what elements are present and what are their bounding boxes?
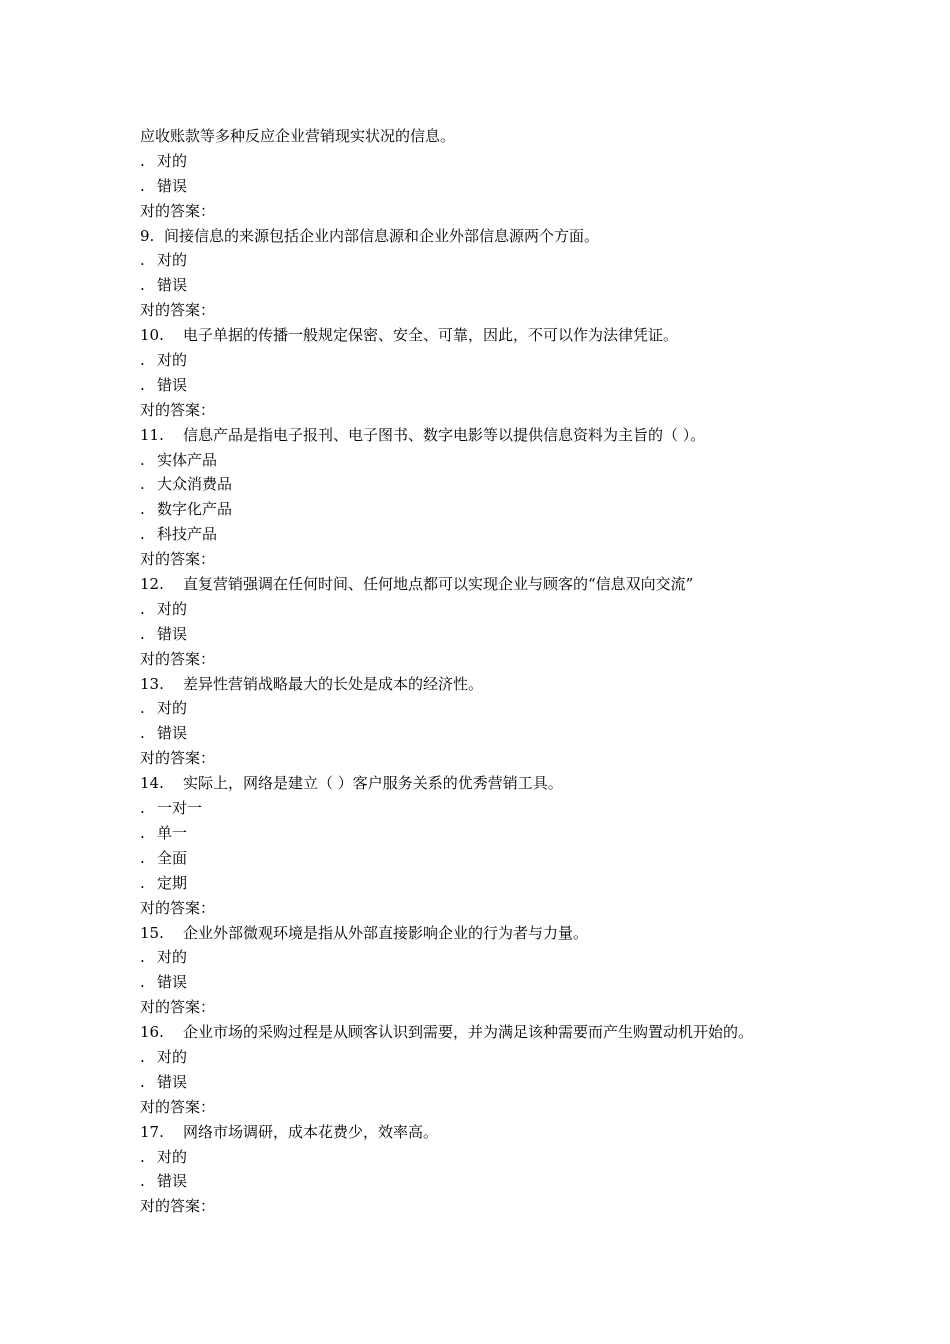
option-text: 错误 <box>157 375 188 394</box>
option-marker: . <box>140 1072 145 1091</box>
answer-option <box>140 622 860 647</box>
question-number: 11. <box>140 425 164 444</box>
answer-option <box>140 721 860 746</box>
answer-option <box>140 597 860 622</box>
answer-option <box>140 846 860 871</box>
option-text: 实体产品 <box>157 450 218 469</box>
answer-option <box>140 348 860 373</box>
question-line <box>140 1120 860 1145</box>
question-line <box>140 572 860 597</box>
answer-option <box>140 248 860 273</box>
option-marker: . <box>140 724 145 743</box>
lead-text: 应收账款等多种反应企业营销现实状况的信息。 <box>140 127 456 145</box>
option-text: 对的 <box>157 1047 188 1066</box>
question-line <box>140 323 860 348</box>
question-text: 电子单据的传播一般规定保密、安全、可靠，因此，不可以作为法律凭证。 <box>183 326 679 345</box>
answer-option <box>140 1045 860 1070</box>
correct-answer-label: 对的答案： <box>140 998 216 1017</box>
option-text: 对的 <box>157 351 188 370</box>
option-text: 错误 <box>157 1072 188 1091</box>
answer-option <box>140 149 860 174</box>
question-line <box>140 672 860 697</box>
question-line <box>140 1020 860 1045</box>
question-line <box>140 423 860 448</box>
question-text: 间接信息的来源包括企业内部信息源和企业外部信息源两个方面。 <box>164 226 600 245</box>
answer-option <box>140 1070 860 1095</box>
option-marker: . <box>140 1147 145 1166</box>
option-marker: . <box>140 176 145 195</box>
question-text: 差异性营销战略最大的长处是成本的经济性。 <box>183 674 484 693</box>
option-marker: . <box>140 500 145 519</box>
correct-answer-label: 对的答案： <box>140 649 216 668</box>
correct-answer-label: 对的答案： <box>140 550 216 569</box>
answer-option <box>140 174 860 199</box>
option-text: 错误 <box>157 276 188 295</box>
answer-option <box>140 373 860 398</box>
option-text: 单一 <box>157 823 188 842</box>
option-marker: . <box>140 525 145 544</box>
question-text: 企业外部微观环境是指从外部直接影响企业的行为者与力量。 <box>183 923 589 942</box>
option-text: 对的 <box>157 151 188 170</box>
option-text: 全面 <box>157 848 188 867</box>
question-number: 13. <box>140 674 164 693</box>
answer-option <box>140 273 860 298</box>
option-marker: . <box>140 251 145 270</box>
option-text: 错误 <box>157 1172 188 1191</box>
option-text: 数字化产品 <box>157 500 233 519</box>
option-text: 对的 <box>157 1147 188 1166</box>
option-text: 一对一 <box>157 799 203 818</box>
option-text: 定期 <box>157 873 188 892</box>
correct-answer-label: 对的答案： <box>140 400 216 419</box>
answer-option <box>140 871 860 896</box>
option-text: 错误 <box>157 973 188 992</box>
answer-option <box>140 696 860 721</box>
correct-answer-label: 对的答案： <box>140 201 216 220</box>
option-marker: . <box>140 1172 145 1191</box>
option-text: 对的 <box>157 599 188 618</box>
correct-answer-label: 对的答案： <box>140 1197 216 1216</box>
question-number: 15. <box>140 923 164 942</box>
question-text: 实际上，网络是建立（ ）客户服务关系的优秀营销工具。 <box>183 774 563 793</box>
option-marker: . <box>140 823 145 842</box>
correct-answer-label: 对的答案： <box>140 898 216 917</box>
option-text: 大众消费品 <box>157 475 233 494</box>
option-marker: . <box>140 276 145 295</box>
correct-answer-label: 对的答案： <box>140 1097 216 1116</box>
question-number: 10. <box>140 326 164 345</box>
question-line <box>140 771 860 796</box>
option-marker: . <box>140 1047 145 1066</box>
answer-option <box>140 1145 860 1170</box>
answer-option <box>140 945 860 970</box>
answer-option <box>140 1169 860 1194</box>
answer-option <box>140 522 860 547</box>
question-line <box>140 921 860 946</box>
option-text: 对的 <box>157 948 188 967</box>
answer-option <box>140 448 860 473</box>
option-marker: . <box>140 475 145 494</box>
option-marker: . <box>140 799 145 818</box>
question-line <box>140 224 860 249</box>
question-text: 信息产品是指电子报刊、电子图书、数字电影等以提供信息资料为主旨的（ ）。 <box>183 425 706 444</box>
option-text: 错误 <box>157 724 188 743</box>
option-marker: . <box>140 375 145 394</box>
question-number: 9. <box>140 226 155 245</box>
question-text: 直复营销强调在任何时间、任何地点都可以实现企业与顾客的“信息双向交流” <box>183 575 694 594</box>
correct-answer-label: 对的答案： <box>140 301 216 320</box>
answer-option <box>140 497 860 522</box>
question-text: 网络市场调研，成本花费少，效率高。 <box>183 1122 439 1141</box>
answer-option <box>140 970 860 995</box>
option-marker: . <box>140 973 145 992</box>
option-marker: . <box>140 599 145 618</box>
question-number: 16. <box>140 1023 164 1042</box>
quiz-content <box>140 124 860 1219</box>
option-marker: . <box>140 624 145 643</box>
option-marker: . <box>140 873 145 892</box>
question-number: 14. <box>140 774 164 793</box>
question-number: 17. <box>140 1122 164 1141</box>
answer-option <box>140 796 860 821</box>
option-marker: . <box>140 699 145 718</box>
option-text: 错误 <box>157 624 188 643</box>
option-text: 对的 <box>157 251 188 270</box>
option-marker: . <box>140 948 145 967</box>
option-marker: . <box>140 351 145 370</box>
correct-answer-label: 对的答案： <box>140 749 216 768</box>
option-marker: . <box>140 848 145 867</box>
option-text: 对的 <box>157 699 188 718</box>
question-number: 12. <box>140 575 164 594</box>
option-marker: . <box>140 450 145 469</box>
option-text: 科技产品 <box>157 525 218 544</box>
answer-option <box>140 821 860 846</box>
answer-option <box>140 472 860 497</box>
question-text: 企业市场的采购过程是从顾客认识到需要，并为满足该种需要而产生购置动机开始的。 <box>183 1023 754 1042</box>
option-text: 错误 <box>157 176 188 195</box>
option-marker: . <box>140 151 145 170</box>
